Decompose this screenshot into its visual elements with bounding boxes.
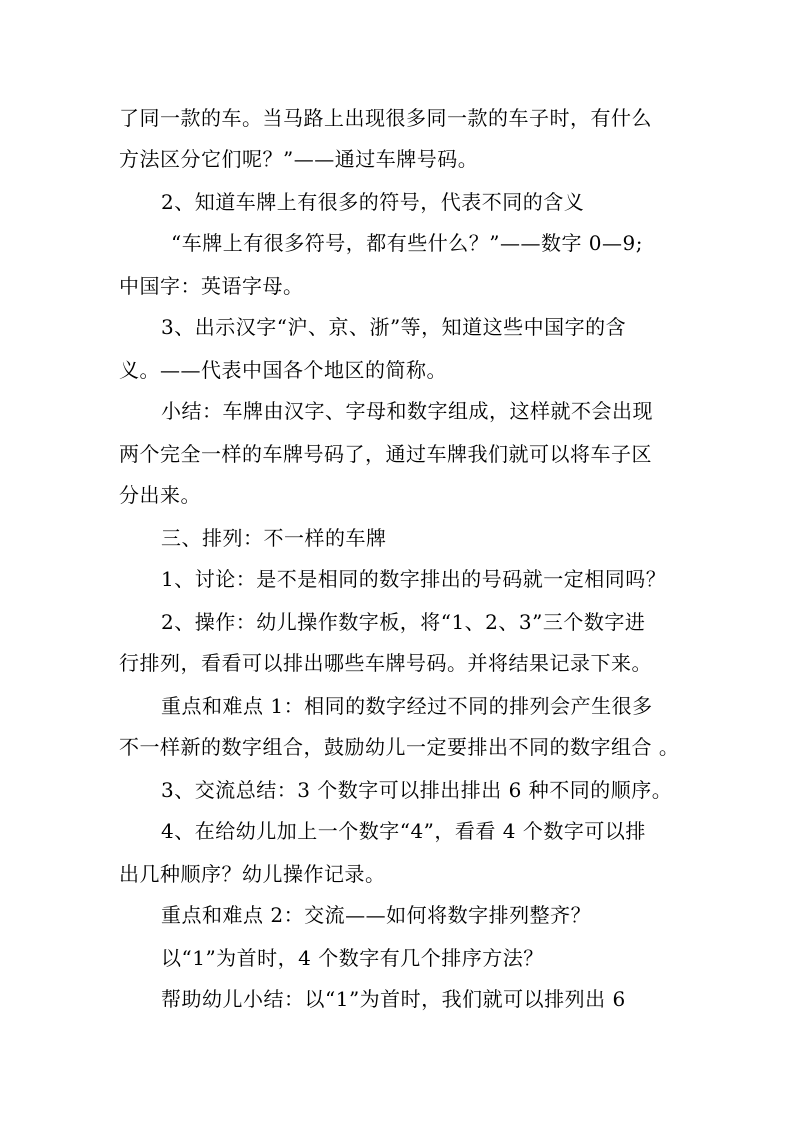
text-line-10: 分出来。 <box>119 483 201 507</box>
text-line-9: 两个完全一样的车牌号码了，通过车牌我们就可以将车子区 <box>119 442 652 466</box>
text-line-8: 小结：车牌由汉字、字母和数字组成，这样就不会出现 <box>161 399 653 423</box>
text-line-17: 3、交流总结：3 个数字可以排出排出 6 种不同的顺序。 <box>161 778 673 802</box>
text-line-3: 2、知道车牌上有很多的符号，代表不同的含义 <box>161 190 585 214</box>
text-line-21: 以“1”为首时，4 个数字有几个排序方法？ <box>161 946 544 970</box>
text-line-13: 2、操作：幼儿操作数字板，将“1、2、3”三个数字进 <box>161 610 646 634</box>
text-line-12: 1、讨论：是不是相同的数字排出的号码就一定相同吗？ <box>161 567 667 591</box>
text-line-20: 重点和难点 2：交流——如何将数字排列整齐？ <box>161 903 592 927</box>
text-line-16: 不一样新的数字组合，鼓励幼儿一定要排出不同的数字组合 。 <box>119 735 680 759</box>
text-line-11: 三、排列：不一样的车牌 <box>161 526 387 550</box>
text-line-14: 行排列，看看可以排出哪些车牌号码。并将结果记录下来。 <box>119 651 652 675</box>
text-line-18: 4、在给幼儿加上一个数字“4”，看看 4 个数字可以排 <box>161 819 646 843</box>
text-line-7: 义。——代表中国各个地区的简称。 <box>119 358 447 382</box>
text-line-1: 了同一款的车。当马路上出现很多同一款的车子时，有什么 <box>119 106 652 130</box>
text-line-22: 帮助幼儿小结：以“1”为首时，我们就可以排列出 6 <box>161 987 626 1011</box>
text-line-5: 中国字：英语字母。 <box>119 274 304 298</box>
text-line-2: 方法区分它们呢？”——通过车牌号码。 <box>119 147 479 171</box>
text-line-6: 3、出示汉字“沪、京、浙”等，知道这些中国字的含 <box>161 315 627 339</box>
text-line-4: “车牌上有很多符号，都有些什么？”——数字 0—9; <box>171 231 643 255</box>
text-line-19: 出几种顺序？幼儿操作记录。 <box>119 862 386 886</box>
text-line-15: 重点和难点 1：相同的数字经过不同的排列会产生很多 <box>161 694 653 718</box>
